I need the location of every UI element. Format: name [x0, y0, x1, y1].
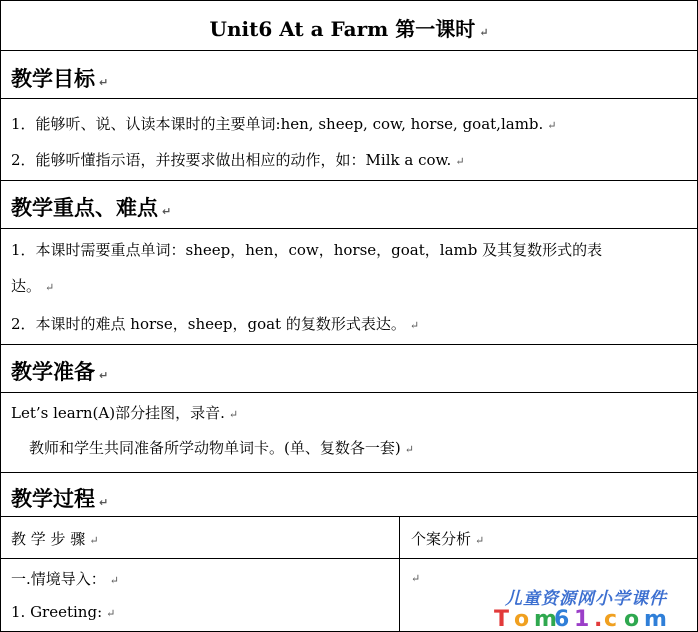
focus-line-1-text: 1．本课时需要重点单词：sheep，hen，cow，horse，goat，lamb 及其复数形式的表: [11, 241, 603, 259]
section-focus-heading-text: 教学重点、难点: [11, 196, 158, 220]
section-process-heading-row: [0, 472, 698, 516]
watermark-letter: o: [514, 607, 530, 630]
goals-line-2: 2．能够听懂指示语，并按要求做出相应的动作，如：Milk a cow. ↵: [11, 151, 465, 169]
process-col-left-header-text: 教 学 步 骤: [11, 530, 86, 548]
focus-line-3-text: 2．本课时的难点 horse，sheep，goat 的复数形式表达。: [11, 315, 406, 333]
watermark-text-top: 儿童资源网小学课件: [505, 589, 667, 609]
prep-line-1-text: Let’s learn(A)部分挂图，录音.: [11, 404, 225, 422]
page-title: Unit6 At a Farm 第一课时 ↵: [209, 17, 489, 41]
watermark-letter: o: [624, 607, 640, 630]
section-goals-heading: 教学目标 ↵: [11, 67, 109, 91]
site-watermark-logo: [480, 584, 692, 630]
watermark-letter: m: [534, 607, 557, 630]
watermark-letter: m: [644, 607, 667, 630]
focus-line-3: 2．本课时的难点 horse，sheep，goat 的复数形式表达。 ↵: [11, 315, 420, 333]
section-process-heading: 教学过程 ↵: [11, 487, 109, 511]
process-left-line-2: 1. Greeting: ↵: [11, 603, 116, 621]
process-left-line-2-text: 1. Greeting:: [11, 603, 103, 621]
prep-line-2: 教师和学生共同准备所学动物单词卡。(单、复数各一套) ↵: [29, 439, 414, 457]
section-focus-heading: 教学重点、难点 ↵: [11, 196, 172, 220]
section-goals-body: [0, 98, 698, 180]
process-left-line-1: 一.情境导入： ↵: [11, 570, 119, 588]
goals-line-1: 1．能够听、说、认读本课时的主要单词:hen, sheep, cow, horse, goat,lamb. ↵: [11, 115, 557, 133]
focus-line-2: 达。 ↵: [11, 277, 55, 295]
watermark-letter: c: [604, 607, 618, 630]
watermark-letter: 6: [554, 607, 570, 630]
section-prep-heading: 教学准备 ↵: [11, 360, 109, 384]
section-goals-heading-row: [0, 50, 698, 98]
process-right-empty: ↵: [411, 572, 421, 585]
process-col-left-header: 教 学 步 骤 ↵: [11, 530, 99, 548]
process-col-right-header: 个案分析 ↵: [411, 530, 485, 548]
watermark-letter: T: [494, 607, 510, 630]
process-table-header-row: [0, 516, 698, 558]
prep-line-1: Let’s learn(A)部分挂图，录音. ↵: [11, 404, 239, 422]
section-focus-body: [0, 228, 698, 344]
watermark-text-bottom-graphic: [480, 606, 692, 630]
title-row: [0, 0, 698, 50]
watermark-letter: 1: [574, 607, 590, 630]
section-prep-heading-text: 教学准备: [11, 360, 95, 384]
goals-line-1-text: 1．能够听、说、认读本课时的主要单词:hen, sheep, cow, horse, goat,lamb.: [11, 115, 544, 133]
watermark-letter: .: [594, 607, 603, 630]
focus-line-2-text: 达。: [11, 277, 42, 295]
prep-line-2-text: 教师和学生共同准备所学动物单词卡。(单、复数各一套): [29, 439, 401, 457]
focus-line-1: [11, 239, 602, 260]
section-prep-body: [0, 392, 698, 472]
process-col-right-header-text: 个案分析: [411, 530, 472, 548]
section-process-heading-text: 教学过程: [11, 487, 95, 511]
goals-line-2-text: 2．能够听懂指示语，并按要求做出相应的动作，如：Milk a cow.: [11, 151, 452, 169]
process-column-divider: [399, 516, 400, 632]
section-prep-heading-row: [0, 344, 698, 392]
section-focus-heading-row: [0, 180, 698, 228]
process-left-line-1-text: 一.情境导入：: [11, 570, 106, 588]
section-goals-heading-text: 教学目标: [11, 67, 95, 91]
page-title-text: Unit6 At a Farm 第一课时: [209, 17, 476, 41]
